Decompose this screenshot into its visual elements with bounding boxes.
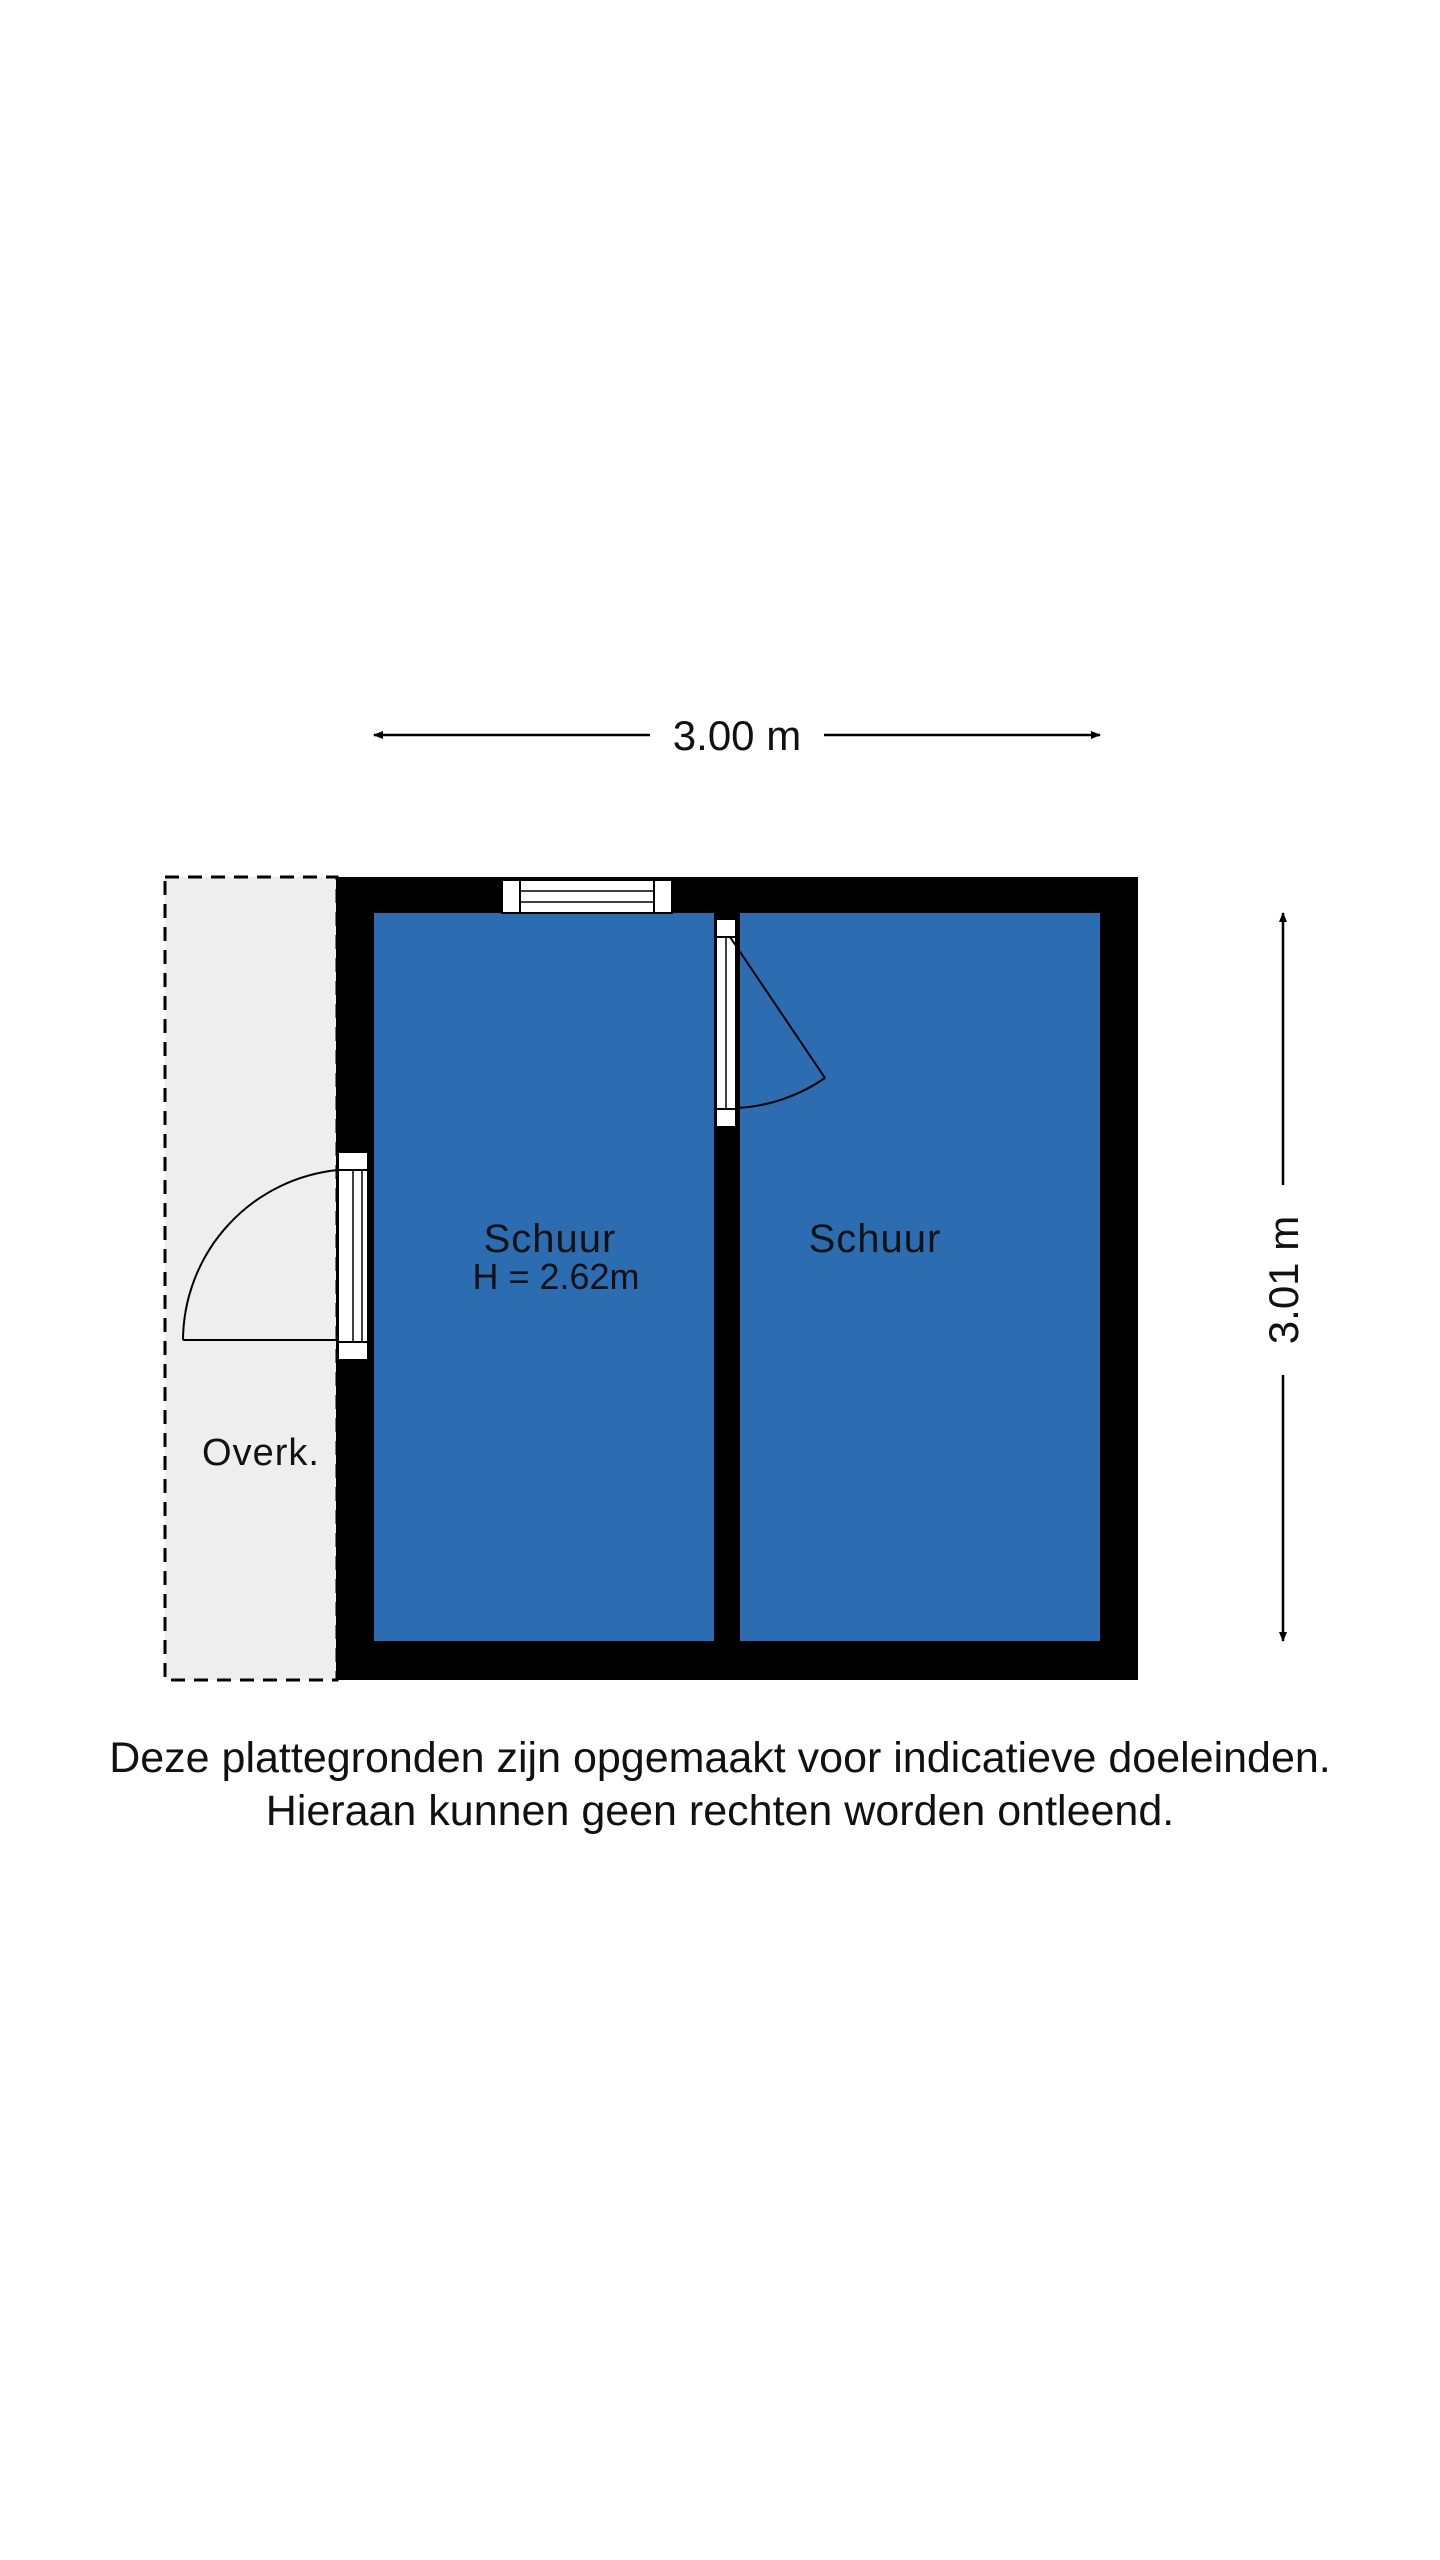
- disclaimer-line-1: Deze plattegronden zijn opgemaakt voor indicatieve doeleinden.: [109, 1734, 1331, 1782]
- room-height-label: H = 2.62m: [472, 1256, 640, 1297]
- room-label-schuur-left: Schuur: [483, 1217, 617, 1261]
- window-top: [502, 880, 672, 913]
- width-dimension: [374, 712, 1100, 759]
- disclaimer: [0, 1732, 1440, 1838]
- canopy-area: [165, 877, 337, 1680]
- depth-dimension-label: 3.01 m: [1260, 1215, 1307, 1345]
- depth-dimension: [1260, 913, 1307, 1641]
- width-dimension-label: 3.00 m: [672, 712, 802, 759]
- disclaimer-line-2: Hieraan kunnen geen rechten worden ontleend.: [265, 1787, 1175, 1835]
- room-schuur-right: [740, 913, 1100, 1641]
- room-label-schuur-right: Schuur: [808, 1217, 942, 1261]
- canopy-label: Overk.: [202, 1432, 320, 1474]
